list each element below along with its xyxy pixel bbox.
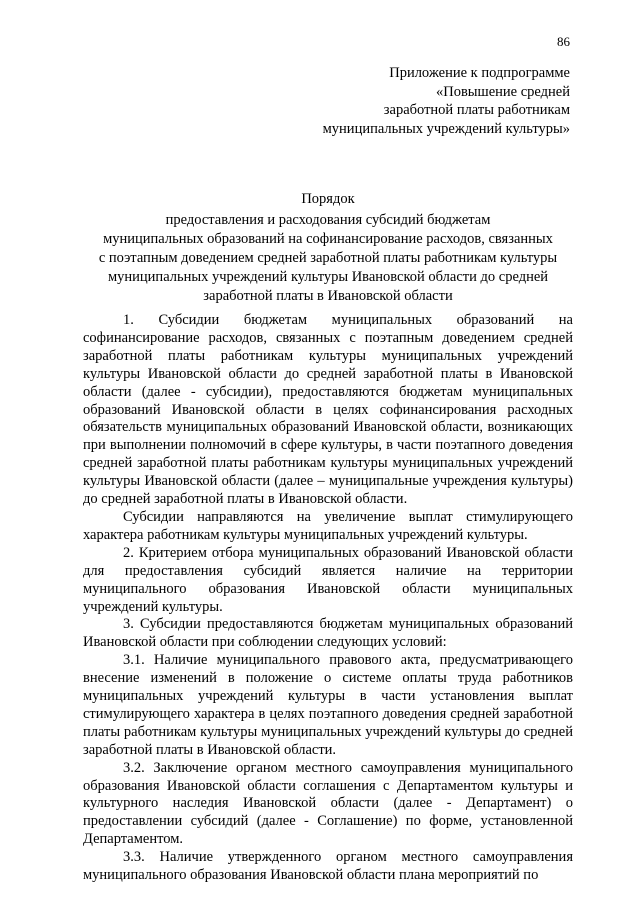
paragraph-3: 3. Субсидии предоставляются бюджетам муниципальных образований Ивановской области при соблюдении следующих условий: xyxy=(83,616,573,651)
appendix-line: муниципальных учреждений культуры» xyxy=(322,120,570,137)
document-subtitle-line: муниципальных образований на софинансирование расходов, связанных xyxy=(103,231,553,247)
paragraph-1-note: Субсидии направляются на увеличение выплат стимулирующего характера работникам культуры муниципальных учреждений культуры. xyxy=(83,508,573,543)
paragraph-3-3: 3.3. Наличие утвержденного органом местного самоуправления муниципального образования Ивановской области плана мероприятий по xyxy=(83,849,573,884)
document-subtitle-line: с поэтапным доведением средней заработной платы работникам культуры xyxy=(98,250,558,266)
document-subtitle-line: муниципальных учреждений культуры Ивановской области до средней xyxy=(107,269,549,285)
appendix-line: Приложение к подпрограмме xyxy=(389,65,570,81)
document-title: Порядок xyxy=(301,191,355,207)
paragraph-2: 2. Критерием отбора муниципальных образований Ивановской области для предоставления субсидий является наличие на территории муниципального образования Ивановской области муниципальных учреждений культуры. xyxy=(83,544,573,615)
page-number: 86 xyxy=(557,34,570,49)
appendix-header xyxy=(270,64,570,138)
document-subtitle-line: заработной платы в Ивановской области xyxy=(203,288,453,304)
document-subtitle-line: предоставления и расходования субсидий бюджетам xyxy=(165,212,491,228)
document-title-block xyxy=(83,190,573,306)
document-body xyxy=(83,312,573,885)
paragraph-1: 1. Субсидии бюджетам муниципальных образований на софинансирование расходов, связанных с поэтапным доведением средней заработной платы работникам культуры муниципальных учреждений культуры Ивановской области до средней заработной платы в Ивановской области (далее - субсидии), предоставляются бюджетам муниципальных образований Ивановской области в целях софинансирования расходных обязательств муниципальных образований Ивановской области, возникающих при выполнении полномочий в сфере культуры, в части поэтапного доведения средней заработной платы работникам культуры муниципальных учреждений культуры Ивановской области (далее – муниципальные учреждения культуры) до средней заработной платы в Ивановской области. xyxy=(83,312,573,508)
appendix-line: заработной платы работникам xyxy=(383,102,570,118)
appendix-line: «Повышение средней xyxy=(435,83,570,100)
paragraph-3-1: 3.1. Наличие муниципального правового акта, предусматривающего внесение изменений в положение о системе оплаты труда работников муниципальных учреждений культуры в части установления выплат стимулирующего характера в целях поэтапного доведения средней заработной платы работникам культуры муниципальных учреждений культуры до средней заработной платы в Ивановской области. xyxy=(83,652,573,758)
paragraph-3-2: 3.2. Заключение органом местного самоуправления муниципального образования Ивановской области соглашения с Департаментом культуры и культурного наследия Ивановской области (далее - Департамент) о предоставлении субсидий (далее - Соглашение) по форме, установленной Департаментом. xyxy=(83,759,573,848)
